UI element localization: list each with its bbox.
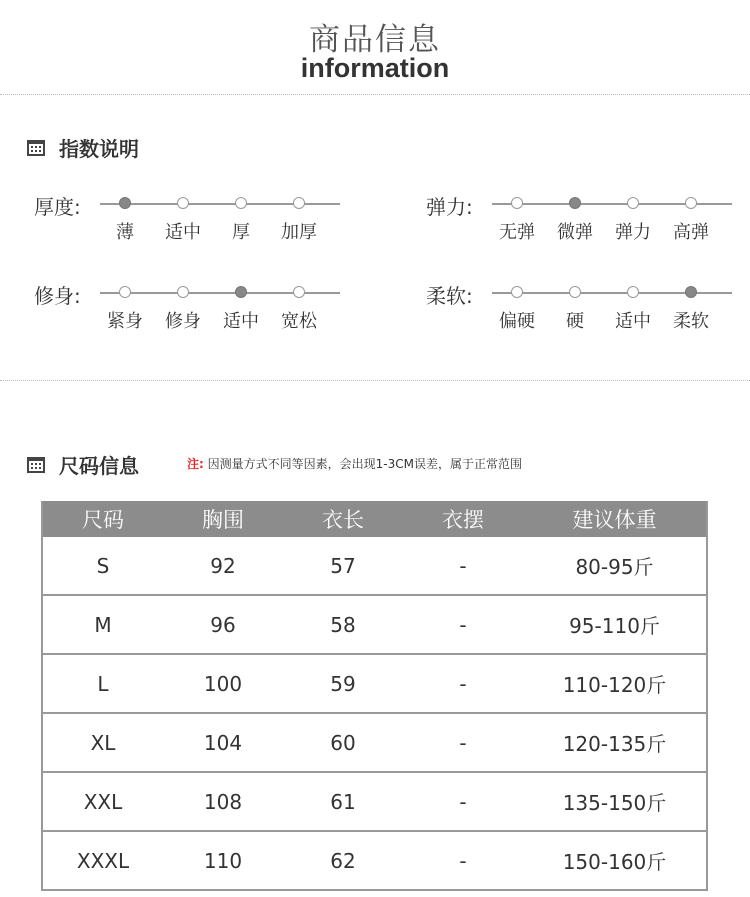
index-dot xyxy=(685,197,697,209)
index-option-label: 柔软 xyxy=(673,311,709,332)
table-row xyxy=(42,595,707,654)
index-option-label: 修身 xyxy=(165,311,201,332)
index-option-label: 弹力 xyxy=(615,222,651,243)
table-cell: XXL xyxy=(42,772,163,831)
table-header-row xyxy=(42,501,707,537)
index-option-label: 微弹 xyxy=(557,222,593,243)
page-subtitle: information xyxy=(300,53,450,83)
index-label: 修身: xyxy=(34,284,81,308)
index-option-label: 薄 xyxy=(116,222,134,243)
table-header-cell: 胸围 xyxy=(163,501,283,537)
table-cell: - xyxy=(403,537,523,595)
table-cell: S xyxy=(42,537,163,595)
size-section-title: 尺码信息 xyxy=(59,454,139,478)
index-dot xyxy=(627,197,639,209)
index-option-label: 适中 xyxy=(223,311,259,332)
table-cell: 60 xyxy=(283,713,403,772)
divider xyxy=(0,94,750,95)
index-option-label: 高弹 xyxy=(673,222,709,243)
divider xyxy=(0,380,750,381)
table-row xyxy=(42,537,707,595)
index-label: 弹力: xyxy=(426,195,473,219)
index-section-title: 指数说明 xyxy=(59,137,139,161)
table-cell: 100 xyxy=(163,654,283,713)
index-option-label: 加厚 xyxy=(281,222,317,243)
table-cell: 110-120斤 xyxy=(523,654,707,713)
table-cell: 92 xyxy=(163,537,283,595)
index-dot-selected xyxy=(569,197,581,209)
table-header-cell: 尺码 xyxy=(42,501,163,537)
index-dot xyxy=(177,286,189,298)
table-cell: - xyxy=(403,831,523,890)
index-label: 厚度: xyxy=(34,195,81,219)
table-cell: 135-150斤 xyxy=(523,772,707,831)
index-dot xyxy=(293,197,305,209)
table-cell: 80-95斤 xyxy=(523,537,707,595)
table-row xyxy=(42,713,707,772)
index-elasticity xyxy=(426,195,736,273)
size-section-heading xyxy=(27,450,139,479)
table-cell: 108 xyxy=(163,772,283,831)
table-cell: 57 xyxy=(283,537,403,595)
index-dot xyxy=(627,286,639,298)
index-dot xyxy=(511,197,523,209)
index-fit xyxy=(34,284,344,362)
index-dot xyxy=(293,286,305,298)
note-label: 注: xyxy=(187,457,204,471)
table-cell: XXXL xyxy=(42,831,163,890)
table-header-cell: 衣摆 xyxy=(403,501,523,537)
table-cell: - xyxy=(403,654,523,713)
note-text: 因测量方式不同等因素，会出现1-3CM误差，属于正常范围 xyxy=(207,457,522,471)
table-cell: 58 xyxy=(283,595,403,654)
size-note xyxy=(187,455,522,472)
index-option-label: 适中 xyxy=(615,311,651,332)
index-dot xyxy=(511,286,523,298)
index-option-label: 偏硬 xyxy=(499,311,535,332)
index-option-label: 紧身 xyxy=(107,311,143,332)
table-row xyxy=(42,654,707,713)
table-cell: 61 xyxy=(283,772,403,831)
index-section-heading xyxy=(27,133,139,162)
index-dot-selected xyxy=(119,197,131,209)
calendar-icon xyxy=(27,457,45,473)
table-cell: 110 xyxy=(163,831,283,890)
index-dot xyxy=(177,197,189,209)
table-cell: 104 xyxy=(163,713,283,772)
table-row xyxy=(42,831,707,890)
table-row xyxy=(42,772,707,831)
index-dot xyxy=(235,197,247,209)
table-cell: - xyxy=(403,772,523,831)
index-option-label: 宽松 xyxy=(281,311,317,332)
size-table xyxy=(41,501,708,891)
table-cell: L xyxy=(42,654,163,713)
table-cell: XL xyxy=(42,713,163,772)
index-option-label: 厚 xyxy=(232,222,250,243)
calendar-icon xyxy=(27,140,45,156)
index-softness xyxy=(426,284,736,362)
index-thickness xyxy=(34,195,344,273)
table-cell: - xyxy=(403,713,523,772)
table-header-cell: 衣长 xyxy=(283,501,403,537)
table-cell: M xyxy=(42,595,163,654)
table-header-cell: 建议体重 xyxy=(523,501,707,537)
table-cell: 59 xyxy=(283,654,403,713)
index-dot xyxy=(119,286,131,298)
table-cell: 120-135斤 xyxy=(523,713,707,772)
table-cell: 96 xyxy=(163,595,283,654)
index-dot-selected xyxy=(235,286,247,298)
table-cell: 62 xyxy=(283,831,403,890)
page-title: 商品信息 xyxy=(309,22,441,58)
table-cell: 150-160斤 xyxy=(523,831,707,890)
index-option-label: 适中 xyxy=(165,222,201,243)
index-dot-selected xyxy=(685,286,697,298)
index-dot xyxy=(569,286,581,298)
index-label: 柔软: xyxy=(426,284,473,308)
table-cell: - xyxy=(403,595,523,654)
index-option-label: 硬 xyxy=(566,311,584,332)
index-option-label: 无弹 xyxy=(499,222,535,243)
table-cell: 95-110斤 xyxy=(523,595,707,654)
